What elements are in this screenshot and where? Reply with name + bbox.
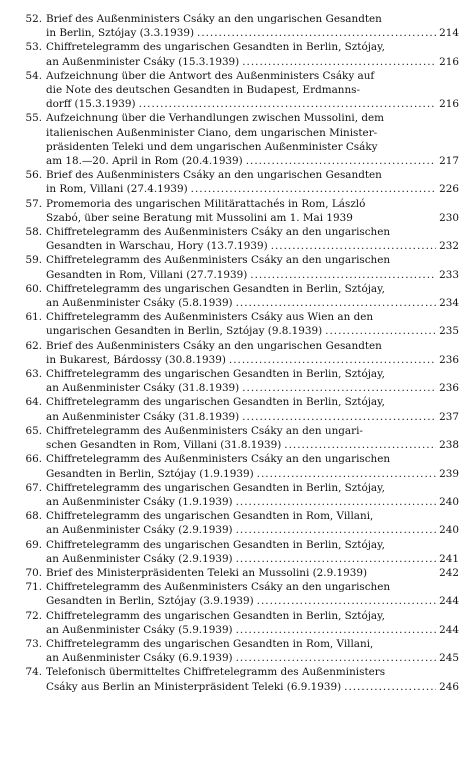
entry-title-last-line	[46, 623, 459, 637]
dot-leader	[236, 523, 437, 537]
page-number: 236	[439, 382, 459, 395]
entry-title-line: Chiffretelegramm des ungarischen Gesandten in Berlin, Sztójay,	[46, 41, 385, 54]
entry-title-line: Chiffretelegramm des Außenministers Csáky an den ungarischen	[46, 581, 391, 594]
entry-title	[46, 637, 459, 665]
entry-number: 62.	[25, 339, 42, 352]
entry-title-last-line	[46, 523, 459, 537]
entry-title-line: an Außenminister Csáky (5.9.1939)	[46, 623, 233, 636]
dot-leader	[197, 26, 436, 40]
entry-title-last-line	[46, 353, 459, 367]
entry-title-line: ungarischen Gesandten in Berlin, Sztójay (9.8.1939)	[46, 325, 323, 338]
entry-number: 64.	[25, 396, 42, 409]
dot-leader	[344, 680, 436, 694]
entry-title-line: dorff (15.3.1939)	[46, 98, 136, 111]
entry-title	[46, 40, 459, 68]
dot-leader	[236, 296, 437, 310]
entry-title-last-line	[46, 680, 459, 694]
entry-title-last-line	[46, 182, 459, 196]
entry-number: 68.	[25, 510, 42, 523]
entry-title-line: Chiffretelegramm des ungarischen Gesandten in Rom, Villani,	[46, 510, 374, 523]
entry-title-line: an Außenminister Csáky (1.9.1939)	[46, 495, 233, 508]
entry-title-line: an Außenminister Csáky (31.8.1939)	[46, 382, 240, 395]
entry-title-last-line	[46, 239, 459, 253]
entry-title-line: schen Gesandten in Rom, Villani (31.8.1939)	[46, 439, 282, 452]
toc-entry	[16, 111, 459, 168]
entry-title-line: in Bukarest, Bárdossy (30.8.1939)	[46, 353, 226, 366]
dot-leader	[242, 55, 436, 69]
dot-leader	[242, 410, 436, 424]
entry-title	[46, 367, 459, 395]
entry-title-last-line	[46, 324, 459, 338]
entry-number: 65.	[25, 424, 42, 437]
dot-leader	[325, 324, 436, 338]
entry-number: 60.	[25, 282, 42, 295]
entry-title	[46, 253, 459, 281]
dot-leader	[257, 467, 437, 481]
entry-title-line: Brief des Außenministers Csáky an den ungarischen Gesandten	[46, 13, 382, 25]
entry-title-line: Gesandten in Rom, Villani (27.7.1939)	[46, 268, 248, 281]
entry-title-line: an Außenminister Csáky (5.8.1939)	[46, 297, 233, 310]
entry-title-line: die Note des deutschen Gesandten in Budapest, Erdmanns-	[46, 84, 361, 97]
entry-title-last-line	[46, 55, 459, 69]
entry-title-last-line	[46, 268, 459, 282]
page-number: 246	[439, 680, 459, 693]
toc-entry	[16, 225, 459, 253]
dot-leader	[229, 353, 436, 367]
entry-title-last-line	[46, 552, 459, 566]
page-number: 244	[439, 623, 459, 636]
entry-title-last-line	[46, 566, 459, 580]
toc-entry	[16, 310, 459, 338]
entry-title-line: Chiffretelegramm des ungarischen Gesandten in Rom, Villani,	[46, 637, 374, 650]
entry-title-line: Chiffretelegramm des Außenministers Csáky an den ungarischen	[46, 453, 391, 466]
dot-leader	[246, 154, 436, 168]
toc-entry	[16, 253, 459, 281]
entry-title	[46, 197, 459, 225]
entry-title-line: Chiffretelegramm des ungarischen Gesandten in Berlin, Sztójay,	[46, 368, 385, 381]
entry-number: 56.	[25, 169, 42, 182]
toc-entry	[16, 168, 459, 196]
entry-title	[46, 225, 459, 253]
entry-title-line: Chiffretelegramm des ungarischen Gesandten in Berlin, Sztójay,	[46, 481, 385, 494]
entry-title-line: Brief des Außenministers Csáky an den ungarischen Gesandten	[46, 169, 382, 182]
entry-title	[46, 424, 459, 452]
entry-number: 74.	[25, 666, 42, 679]
toc-entry	[16, 40, 459, 68]
entry-title-line: Brief des Ministerpräsidenten Teleki an Mussolini (2.9.1939)	[46, 566, 367, 579]
toc-entry	[16, 452, 459, 480]
dot-leader	[284, 438, 436, 452]
toc-entry	[16, 69, 459, 112]
dot-leader	[250, 268, 436, 282]
entry-number: 66.	[25, 453, 42, 466]
dot-leader	[236, 651, 437, 665]
page-number: 234	[439, 297, 459, 310]
dot-leader	[257, 594, 437, 608]
entry-number: 67.	[25, 481, 42, 494]
page-number: 237	[439, 410, 459, 423]
toc-entry	[16, 665, 459, 693]
page-number: 244	[439, 595, 459, 608]
toc-entry	[16, 424, 459, 452]
toc-entry	[16, 566, 459, 580]
entry-title-line: Chiffretelegramm des Außenministers Csáky aus Wien an den	[46, 311, 374, 324]
entry-title-last-line	[46, 381, 459, 395]
page-number: 240	[439, 495, 459, 508]
entry-title	[46, 339, 459, 367]
entry-title-last-line	[46, 467, 459, 481]
entry-number: 58.	[25, 226, 42, 239]
toc-entry	[16, 339, 459, 367]
entry-number: 69.	[25, 538, 42, 551]
entry-title	[46, 111, 459, 168]
page-number: 217	[439, 155, 459, 168]
entry-title-line: Telefonisch übermitteltes Chiffretelegramm des Außenministers	[46, 666, 386, 679]
table-of-contents	[16, 12, 459, 694]
entry-title-last-line	[46, 651, 459, 665]
toc-entry	[16, 367, 459, 395]
entry-number: 72.	[25, 609, 42, 622]
page-number: 216	[439, 98, 459, 111]
entry-number: 57.	[25, 197, 42, 210]
entry-title	[46, 580, 459, 608]
page-number: 238	[439, 439, 459, 452]
entry-title	[46, 452, 459, 480]
entry-number: 61.	[25, 311, 42, 324]
entry-number: 70.	[25, 566, 42, 579]
page-number: 226	[439, 183, 459, 196]
dot-leader	[242, 381, 436, 395]
entry-title-last-line	[46, 154, 459, 168]
entry-title-last-line	[46, 594, 459, 608]
entry-title-line: Chiffretelegramm des ungarischen Gesandten in Berlin, Sztójay,	[46, 538, 385, 551]
entry-title-line: italienischen Außenminister Ciano, dem ungarischen Minister-	[46, 126, 378, 139]
entry-title-line: Chiffretelegramm des ungarischen Gesandten in Berlin, Sztójay,	[46, 396, 385, 409]
toc-entry	[16, 395, 459, 423]
entry-title	[46, 566, 459, 580]
page-number: 216	[439, 55, 459, 68]
entry-title-line: Chiffretelegramm des Außenministers Csáky an den ungarischen	[46, 254, 391, 267]
entry-number: 54.	[25, 69, 42, 82]
entry-title-last-line	[46, 26, 459, 40]
entry-title-line: an Außenminister Csáky (6.9.1939)	[46, 652, 233, 665]
entry-title-line: Aufzeichnung über die Verhandlungen zwischen Mussolini, dem	[46, 112, 384, 125]
entry-title-line: Promemoria des ungarischen Militärattachés in Rom, László	[46, 197, 366, 210]
entry-number: 59.	[25, 254, 42, 267]
page-number: 230	[439, 211, 459, 224]
entry-title-line: an Außenminister Csáky (2.9.1939)	[46, 524, 233, 537]
toc-entry	[16, 509, 459, 537]
entry-title-line: in Rom, Villani (27.4.1939)	[46, 183, 188, 196]
entry-title-last-line	[46, 438, 459, 452]
entry-title-line: an Außenminister Csáky (15.3.1939)	[46, 55, 240, 68]
entry-title-line: Gesandten in Berlin, Sztójay (3.9.1939)	[46, 595, 254, 608]
page-number: 245	[439, 652, 459, 665]
dot-leader	[271, 239, 436, 253]
toc-entry	[16, 481, 459, 509]
entry-title	[46, 310, 459, 338]
entry-title-line: Chiffretelegramm des ungarischen Gesandten in Berlin, Sztójay,	[46, 609, 385, 622]
toc-entry	[16, 609, 459, 637]
entry-title-line: am 18.—20. April in Rom (20.4.1939)	[46, 155, 243, 168]
entry-title-line: Gesandten in Berlin, Sztójay (1.9.1939)	[46, 467, 254, 480]
entry-title-line: Chiffretelegramm des Außenministers Csáky an den ungari-	[46, 424, 363, 437]
entry-number: 52.	[25, 13, 42, 25]
entry-title	[46, 665, 459, 693]
dot-leader	[191, 182, 437, 196]
page-number: 214	[439, 27, 459, 40]
entry-title-line: Chiffretelegramm des ungarischen Gesandten in Berlin, Sztójay,	[46, 282, 385, 295]
dot-leader	[236, 495, 437, 509]
toc-entry	[16, 12, 459, 40]
toc-entry	[16, 282, 459, 310]
entry-title-line: Szabó, über seine Beratung mit Mussolini am 1. Mai 1939	[46, 211, 353, 224]
toc-entry	[16, 637, 459, 665]
dot-leader	[139, 97, 437, 111]
entry-number: 53.	[25, 41, 42, 54]
entry-title-line: Aufzeichnung über die Antwort des Außenministers Csáky auf	[46, 69, 375, 82]
entry-title	[46, 282, 459, 310]
entry-title	[46, 168, 459, 196]
entry-title-last-line	[46, 296, 459, 310]
entry-title-line: Gesandten in Warschau, Hory (13.7.1939)	[46, 240, 268, 253]
entry-number: 55.	[25, 112, 42, 125]
entry-title	[46, 538, 459, 566]
entry-title-last-line	[46, 410, 459, 424]
page-number: 232	[439, 240, 459, 253]
entry-title-line: Csáky aus Berlin an Ministerpräsident Teleki (6.9.1939)	[46, 680, 342, 693]
page-number: 241	[439, 552, 459, 565]
entry-number: 73.	[25, 637, 42, 650]
page-number: 239	[439, 467, 459, 480]
page-number: 233	[439, 268, 459, 281]
page-number: 240	[439, 524, 459, 537]
toc-entry	[16, 197, 459, 225]
entry-title-line: Brief des Außenministers Csáky an den ungarischen Gesandten	[46, 339, 382, 352]
entry-title-line: an Außenminister Csáky (31.8.1939)	[46, 410, 240, 423]
entry-number: 71.	[25, 581, 42, 594]
entry-title	[46, 395, 459, 423]
entry-title	[46, 12, 459, 40]
entry-title-line: präsidenten Teleki und dem ungarischen Außenminister Csáky	[46, 140, 378, 153]
entry-title-last-line	[46, 97, 459, 111]
entry-title	[46, 609, 459, 637]
toc-entry	[16, 538, 459, 566]
dot-leader	[236, 552, 437, 566]
entry-title-line: Chiffretelegramm des Außenministers Csáky an den ungarischen	[46, 226, 391, 239]
page-number: 242	[439, 566, 459, 579]
entry-title-last-line	[46, 211, 459, 225]
entry-number: 63.	[25, 368, 42, 381]
entry-title	[46, 481, 459, 509]
page-number: 236	[439, 353, 459, 366]
entry-title	[46, 509, 459, 537]
entry-title-last-line	[46, 495, 459, 509]
entry-title-line: in Berlin, Sztójay (3.3.1939)	[46, 27, 195, 40]
toc-entry	[16, 580, 459, 608]
dot-leader	[236, 623, 437, 637]
entry-title-line: an Außenminister Csáky (2.9.1939)	[46, 552, 233, 565]
entry-title	[46, 69, 459, 112]
page-number: 235	[439, 325, 459, 338]
